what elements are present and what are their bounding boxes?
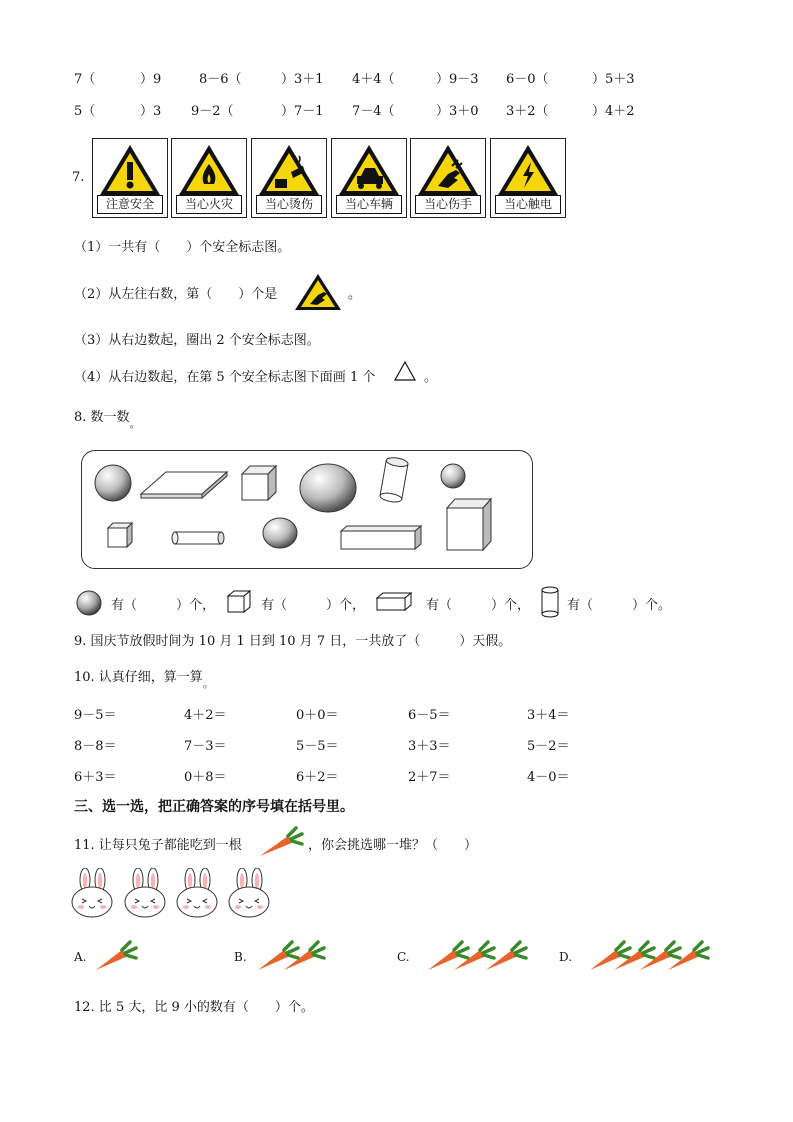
option-a-label[interactable]: A. (74, 950, 87, 964)
option-c-label[interactable]: C. (397, 950, 410, 964)
sign-label: 注意安全 (97, 195, 163, 214)
calc-item: 9－5＝ (74, 708, 117, 723)
q7-sub1: （1）一共有（ ）个安全标志图。 (74, 240, 291, 255)
sign-label: 当心火灾 (176, 195, 242, 214)
compare-item: 7－4（ (352, 104, 395, 119)
carrot-icon (590, 942, 630, 970)
compare-item: ）3 (140, 104, 162, 119)
count-sphere: 有（ ）个， (111, 598, 216, 613)
sign-label: 当心触电 (495, 195, 561, 214)
calc-item: 7－3＝ (184, 739, 227, 754)
q7-sub3: （3）从右边数起，圈出 2 个安全标志图。 (74, 333, 320, 348)
sign-hand-injury (410, 138, 486, 218)
option-b-label[interactable]: B. (234, 950, 247, 964)
vehicle-icon (337, 142, 401, 198)
compare-item: 3＋2（ (506, 104, 549, 119)
calc-item: 4－0＝ (527, 770, 570, 785)
fire-icon (177, 142, 241, 198)
q7-number: 7. (72, 170, 85, 185)
sign-label: 当心烫伤 (256, 195, 322, 214)
carrot-group-c[interactable] (424, 938, 530, 974)
sphere-icon (263, 518, 297, 548)
q7-sub2: （2）从左往右数，第（ ）个是 (74, 287, 278, 302)
carrot-icon (96, 942, 136, 970)
sign-vehicle (331, 138, 407, 218)
calc-item: 0＋8＝ (184, 770, 227, 785)
calc-item: 0＋0＝ (296, 708, 339, 723)
compare-item: 7（ (74, 72, 96, 87)
compare-item: ）3＋1 (281, 72, 324, 87)
option-d-label[interactable]: D. (559, 950, 573, 964)
compare-item: ）9－3 (436, 72, 479, 87)
sign-caution (92, 138, 168, 218)
calc-item: 6＋2＝ (296, 770, 339, 785)
compare-item: 5（ (74, 104, 96, 119)
sign-label: 当心车辆 (336, 195, 402, 214)
calc-item: 8－8＝ (74, 739, 117, 754)
count-cylinder: 有（ ）个。 (567, 598, 672, 613)
sphere-icon (76, 590, 102, 616)
compare-item: ）9 (140, 72, 162, 87)
q7-sub4: （4）从右边数起，在第 5 个安全标志图下面画 1 个 (74, 370, 376, 385)
cube-icon (242, 466, 276, 500)
lightning-icon (496, 142, 560, 198)
compare-item: 6－0（ (506, 72, 549, 87)
cylinder-icon (540, 586, 560, 618)
sphere-icon (300, 464, 356, 512)
calc-item: 6－5＝ (408, 708, 451, 723)
q7-sub2-end: 。 (348, 287, 362, 302)
cylinder-icon (379, 456, 408, 503)
compare-item: ）5＋3 (592, 72, 635, 87)
q11-text: 11. 让每只兔子都能吃到一根 (74, 838, 242, 853)
q12-text: 12. 比 5 大，比 9 小的数有（ ）个。 (74, 1000, 314, 1015)
count-cube: 有（ ）个， (261, 598, 366, 613)
calc-item: 6＋3＝ (74, 770, 117, 785)
carrot-group-d[interactable] (586, 938, 712, 974)
cuboid-icon (447, 499, 491, 550)
warning-triangle-icon (98, 142, 162, 198)
calc-item: 3＋3＝ (408, 739, 451, 754)
calc-item: 5－5＝ (296, 739, 339, 754)
cuboid-icon (376, 592, 412, 612)
compare-item: ）3＋0 (436, 104, 479, 119)
sign-scald (251, 138, 327, 218)
carrot-icon (258, 826, 304, 862)
compare-item: ）4＋2 (592, 104, 635, 119)
flat-box-icon (141, 472, 227, 498)
calc-item: 5－2＝ (527, 739, 570, 754)
q9-text: 9. 国庆节放假时间为 10 月 1 日到 10 月 7 日，一共放了（ ）天假。 (74, 634, 512, 649)
scald-icon (257, 142, 321, 198)
sign-electric (490, 138, 566, 218)
section-heading: 三、选一选，把正确答案的序号填在括号里。 (74, 799, 354, 815)
q8-title: 8. 数一数$_。$ (74, 410, 141, 430)
q11-text-end: ，你会挑选哪一堆？（ ） (308, 838, 478, 853)
compare-item: 4＋4（ (352, 72, 395, 87)
cylinder-icon (172, 532, 224, 544)
cuboid-icon (341, 526, 421, 549)
hand-injury-icon (416, 142, 480, 198)
carrot-group-b[interactable] (254, 938, 330, 974)
hand-injury-sign-icon (293, 272, 343, 312)
sign-fire (171, 138, 247, 218)
calc-item: 4＋2＝ (184, 708, 227, 723)
sign-label: 当心伤手 (415, 195, 481, 214)
triangle-icon (393, 360, 417, 382)
carrot-group-a[interactable] (92, 938, 140, 974)
rabbit-icon (72, 868, 112, 917)
count-cuboid: 有（ ）个， (426, 598, 531, 613)
compare-item: 9－2（ (191, 104, 234, 119)
compare-item: 8－6（ (199, 72, 242, 87)
cube-icon (226, 589, 252, 615)
calc-item: 3＋4＝ (527, 708, 570, 723)
cube-icon (108, 523, 132, 547)
calc-item: 2＋7＝ (408, 770, 451, 785)
q7-sub4-end: 。 (424, 370, 438, 385)
compare-item: ）7－1 (281, 104, 324, 119)
sphere-icon (441, 464, 465, 488)
q10-title: 10. 认真仔细，算一算$_。$ (74, 670, 214, 690)
shapes-illustration (81, 450, 533, 569)
sphere-icon (95, 465, 131, 501)
rabbit-icons (70, 868, 282, 920)
